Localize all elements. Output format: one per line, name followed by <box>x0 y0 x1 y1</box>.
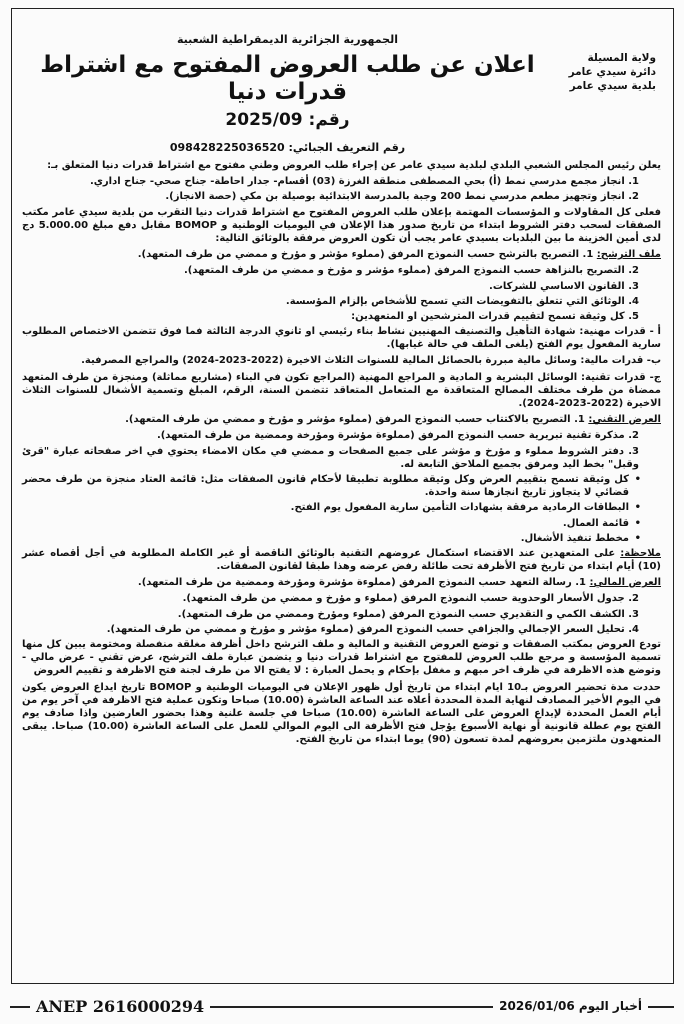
wilaya: ولاية المسيلة <box>587 52 656 64</box>
list-item: 4. تحليل السعر الإجمالي والجزافي حسب النموذج المرفق (مملوء مؤشر و مؤرخ و ممضي من طرف المتعهد). <box>106 623 639 635</box>
footer-rule <box>210 1006 493 1008</box>
project-item: 2. انجاز وتجهيز مطعم مدرسي نمط 200 وجبة بالمدرسة الابتدائية بوصيلة بن مكي (حصة الانجاز). <box>165 191 639 203</box>
capacity-professional: أ - قدرات مهنية: شهادة التأهيل والتصنيف المهنيين نشاط بناء رئيسي او ثانوي الدرجة الثالثة فما فوق تتضمن الاختصاص المطلوب سارية المفعول يوم الفتح (يلغى الملف في حالة غيابها). <box>22 326 661 351</box>
list-item: • قائمة العمال. <box>22 517 629 530</box>
capacity-financial: ب- قدرات مالية: وسائل مالية مبررة بالحصائل المالية للسنوات الثلاث الاخيرة (2022-2023-2024) والمراجع المصرفية. <box>81 355 661 367</box>
tax-id: رقم التعريف الجبائي: 098428225036520 <box>169 141 406 155</box>
technical-list <box>22 429 661 471</box>
candidature-first: ملف الترشح: 1. التصريح بالترشح حسب النموذج المرفق (مملوء مؤشر و مؤرخ و ممضي من طرف المتعهد). <box>137 249 661 261</box>
list-item: 3. القانون الاساسي للشركات. <box>489 280 639 292</box>
list-item: 3. دفتر الشروط مملوء و مؤرخ و مؤشر على جميع الصفحات و ممضي في مكان الامضاء يحتوي في اخر صفحاته عبارة "قرئ وقبل" بخط اليد ومرفق بجميع الملاحق التابعة له. <box>22 445 639 470</box>
technical-first: العرض التقني: 1. التصريح بالاكتتاب حسب النموذج المرفق (مملوء مؤشر و مؤرخ و ممضي من طرف المتعهد). <box>125 414 661 426</box>
title-block <box>34 33 541 156</box>
deposit-paragraph: تودع العروض بمكتب الصفقات و توضع العروض التقنية و المالية و ملف الترشح داخل أظرفة مغلقة منفصلة ومختومة يبين كل منها تسمية المؤسسة و مرجع طلب العروض للمفتوح مع اشتراط قدرات دنيا و يتضمن عبارة ملف الترشح، عرض تقني - عرض مالي - وتوضع هذه الاظرفة في ظرف اخر مبهم و مغفل بإحكام و يحمل العبارة : لا يفتح الا من طرف لجنة فتح الاظرفة و تقييم العروض <box>22 639 661 677</box>
list-item: 3. الكشف الكمي و التقديري حسب النموذج المرفق (مملوء ومؤرخ وممضي من طرف المتعهد). <box>177 608 639 620</box>
footer-rule <box>10 1006 30 1008</box>
announcement-header <box>22 9 661 155</box>
list-item: 4. الوثائق التي تتعلق بالتفويضات التي تسمح للأشخاص بإلزام المؤسسة. <box>285 295 639 307</box>
candidature-label: ملف الترشح: <box>596 249 661 261</box>
capacity-technical: ج- قدرات تقنية: الوسائل البشرية و المادية و المراجع المهنية (المراجع تكون في البناء (مشاريع مماثلة) ومنجزة من طرف المتعهد ممضاة من طرف مختلف المصالح المتعاقدة مع المتعامل المتعاقد تتضمن السنة، الرقم، المبلغ وتسمية الأشغال للسنوات الثلاث الاخيرة (2022-2023-2024). <box>22 371 661 409</box>
list-item: 2. التصريح بالنزاهة حسب النموذج المرفق (مملوء مؤشر و مؤرخ و ممضي من طرف المتعهد). <box>184 265 639 277</box>
announcement-body <box>22 159 661 977</box>
footer-rule <box>648 1006 674 1008</box>
withdrawal-paragraph: فعلى كل المقاولات و المؤسسات المهتمة بإعلان طلب العروض المفتوح مع اشتراط قدرات دنيا التقرب من بلدية سيدي عامر مكتب الصفقات لسحب دفتر الشروط ابتداء من تاريخ صدور هذا الإعلان في اليوميات الوطنية و BOMOP مقابل دفع مبلغ 5.000.00 دج لدى أمين الخزينة ما بين البلديات بسيدي عامر يجب أن تكون العروض مرفقة بالوثائق التالية: <box>22 206 661 244</box>
candidature-list <box>22 264 661 323</box>
closing-paragraph: حددت مدة تحضير العروض بـ10 ايام ابتداء من تاريخ أول ظهور الإعلان في اليوميات الوطنية و BOMOP تاريخ ايداع العروض يكون في اليوم الأخير المصادف لنهاية المدة المحددة أعلاه عند الساعة العاشرة (10.00) صباحا وتكون عملية فتح الاظرفة في آخر يوم من أيام العمل المحددة لإيداع العروض على الساعة العاشرة (10.00) صباحا في جلسة علنية وهذا بحضور العارضين واذا صادف يوم الفتح يوم عطلة قانونية أو نهاية الأسبوع يؤجل فتح الأظرفة الى اليوم الموالي للعمل على الساعة العاشرة (10.00) صباحا. يبقى المتعهدون ملتزمين بعروضهم لمدة تسعون (90) يوما ابتداء من تاريخ الفتح. <box>22 681 662 746</box>
newspaper-date: أخبار اليوم 2026/01/06 <box>499 999 642 1014</box>
list-item: • كل وثيقة تسمح بتقييم العرض وكل وثيقة مطلوبة تطبيقا لأحكام قانون الصفقات مثل: قائمة العتاد منجزة من طرف محضر قضائي لا يتجاوز تاريخ انجازها سنة واحدة. <box>22 473 629 499</box>
project-list <box>22 175 661 203</box>
technical-label: العرض التقني: <box>588 414 661 426</box>
financial-first: العرض المالي: 1. رسالة التعهد حسب النموذج المرفق (مملوءة مؤشرة ومؤرخة وممضية من طرف المتعهد). <box>137 577 661 589</box>
list-item: • مخطط تنفيذ الأشغال. <box>22 532 629 545</box>
announcement-title: اعلان عن طلب العروض المفتوح مع اشتراط قدرات دنيا <box>40 51 535 106</box>
anep-code: ANEP 2616000294 <box>36 997 205 1017</box>
list-item: 5. كل وثيقة تسمح لتقييم قدرات المترشحين او المتعهدين: <box>351 310 639 322</box>
daira: دائرة سيدي عامر <box>568 66 656 79</box>
republic-name: الجمهورية الجزائرية الديمقراطية الشعبية <box>177 33 398 46</box>
list-item: • البطاقات الرمادية مرفقة بشهادات التأمين سارية المفعول يوم الفتح. <box>22 501 629 514</box>
financial-list <box>22 592 661 636</box>
footer <box>10 996 674 1018</box>
note-paragraph: ملاحظة: على المتعهدين عند الاقتضاء استكمال عروضهم التقنية بالوثائق الناقصة أو غير الكاملة المطلوبة في أجل أقصاه عشر (10) أيام ابتداء من تاريخ فتح الأظرفة تحت طائلة رفض عرضه وهذا طبقا لقانون الصفقات. <box>22 547 661 573</box>
technical-bullets <box>22 473 661 545</box>
financial-label: العرض المالي: <box>589 577 661 589</box>
baladia: بلدية سيدي عامر <box>569 80 656 93</box>
announcement-frame <box>11 8 674 984</box>
list-item: 2. مذكرة تقنية تبريرية حسب النموذج المرفق (مملوءة مؤشرة ومؤرخة وممضية من طرف المتعهد). <box>156 430 639 442</box>
list-item: 2. جدول الأسعار الوحدوية حسب النموذج المرفق (مملوء و مؤرخ و ممضي من طرف المتعهد). <box>182 593 639 605</box>
project-item: 1. انجاز مجمع مدرسي نمط (أ) بحي المصطفى منطقة الغرزة (03) أقسام- جدار احاطة- جناح صحي- جناح اداري. <box>89 176 639 188</box>
note-label: ملاحظة: <box>620 547 661 559</box>
issuer-block <box>546 51 656 94</box>
announcement-number: رقم: 2025/09 <box>225 109 350 130</box>
intro-text: يعلن رئيس المجلس الشعبي البلدي لبلدية سيدي عامر عن إجراء طلب العروض وطني مفتوح مع اشتراط قدرات دنيا المتعلق بـ: <box>47 160 661 171</box>
